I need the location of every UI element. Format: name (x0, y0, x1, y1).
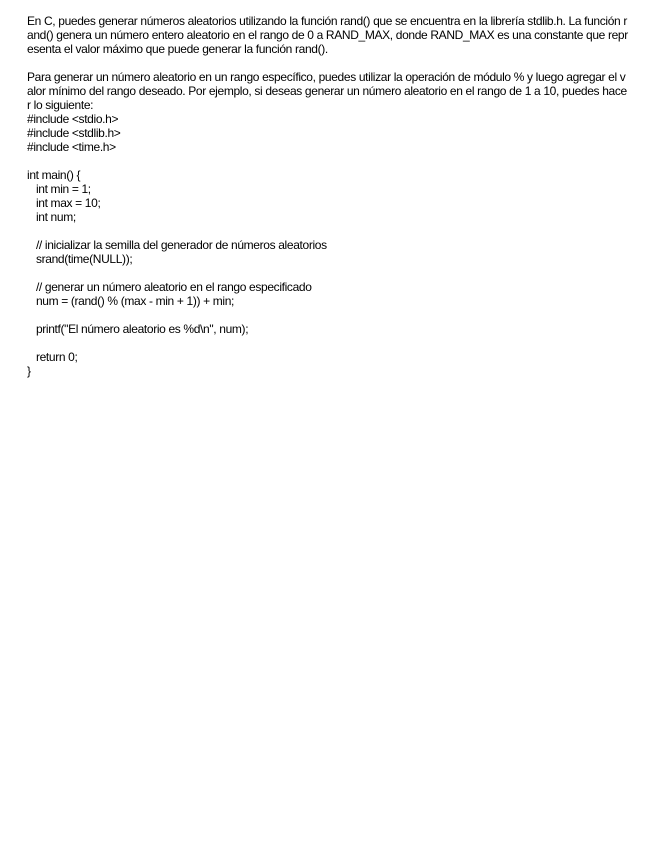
code-line: // inicializar la semilla del generador de números aleatorios (27, 238, 327, 252)
code-line: int main() { (27, 168, 81, 182)
code-line: #include <stdio.h> (27, 112, 119, 126)
code-line (27, 308, 630, 322)
code-line: int min = 1; (27, 182, 91, 196)
code-line: return 0; (27, 350, 78, 364)
code-line (27, 154, 630, 168)
document-body (27, 14, 630, 378)
intro-paragraph: En C, puedes generar números aleatorios utilizando la función rand() que se encuentra en la librería stdlib.h. La función rand() genera un número entero aleatorio en el rango de 0 a RAND_MAX, donde RAND_MAX es una constante que representa el valor máximo que puede generar la función rand(). (27, 14, 628, 56)
code-line (27, 266, 630, 280)
paragraph-spacer (27, 56, 630, 70)
code-line (27, 224, 630, 238)
code-line: #include <time.h> (27, 140, 116, 154)
code-block (27, 112, 630, 378)
code-line: printf("El número aleatorio es %d\n", num); (27, 322, 249, 336)
range-paragraph: Para generar un número aleatorio en un rango específico, puedes utilizar la operación de módulo % y luego agregar el valor mínimo del rango deseado. Por ejemplo, si deseas generar un número aleatorio en el rango de 1 a 10, puedes hacer lo siguiente: (27, 70, 627, 112)
code-line: // generar un número aleatorio en el rango especificado (27, 280, 312, 294)
code-line: #include <stdlib.h> (27, 126, 121, 140)
code-line: } (27, 364, 31, 378)
code-line: int max = 10; (27, 196, 101, 210)
code-line: num = (rand() % (max - min + 1)) + min; (27, 294, 235, 308)
code-line: srand(time(NULL)); (27, 252, 133, 266)
code-line: int num; (27, 210, 76, 224)
code-line (27, 336, 630, 350)
